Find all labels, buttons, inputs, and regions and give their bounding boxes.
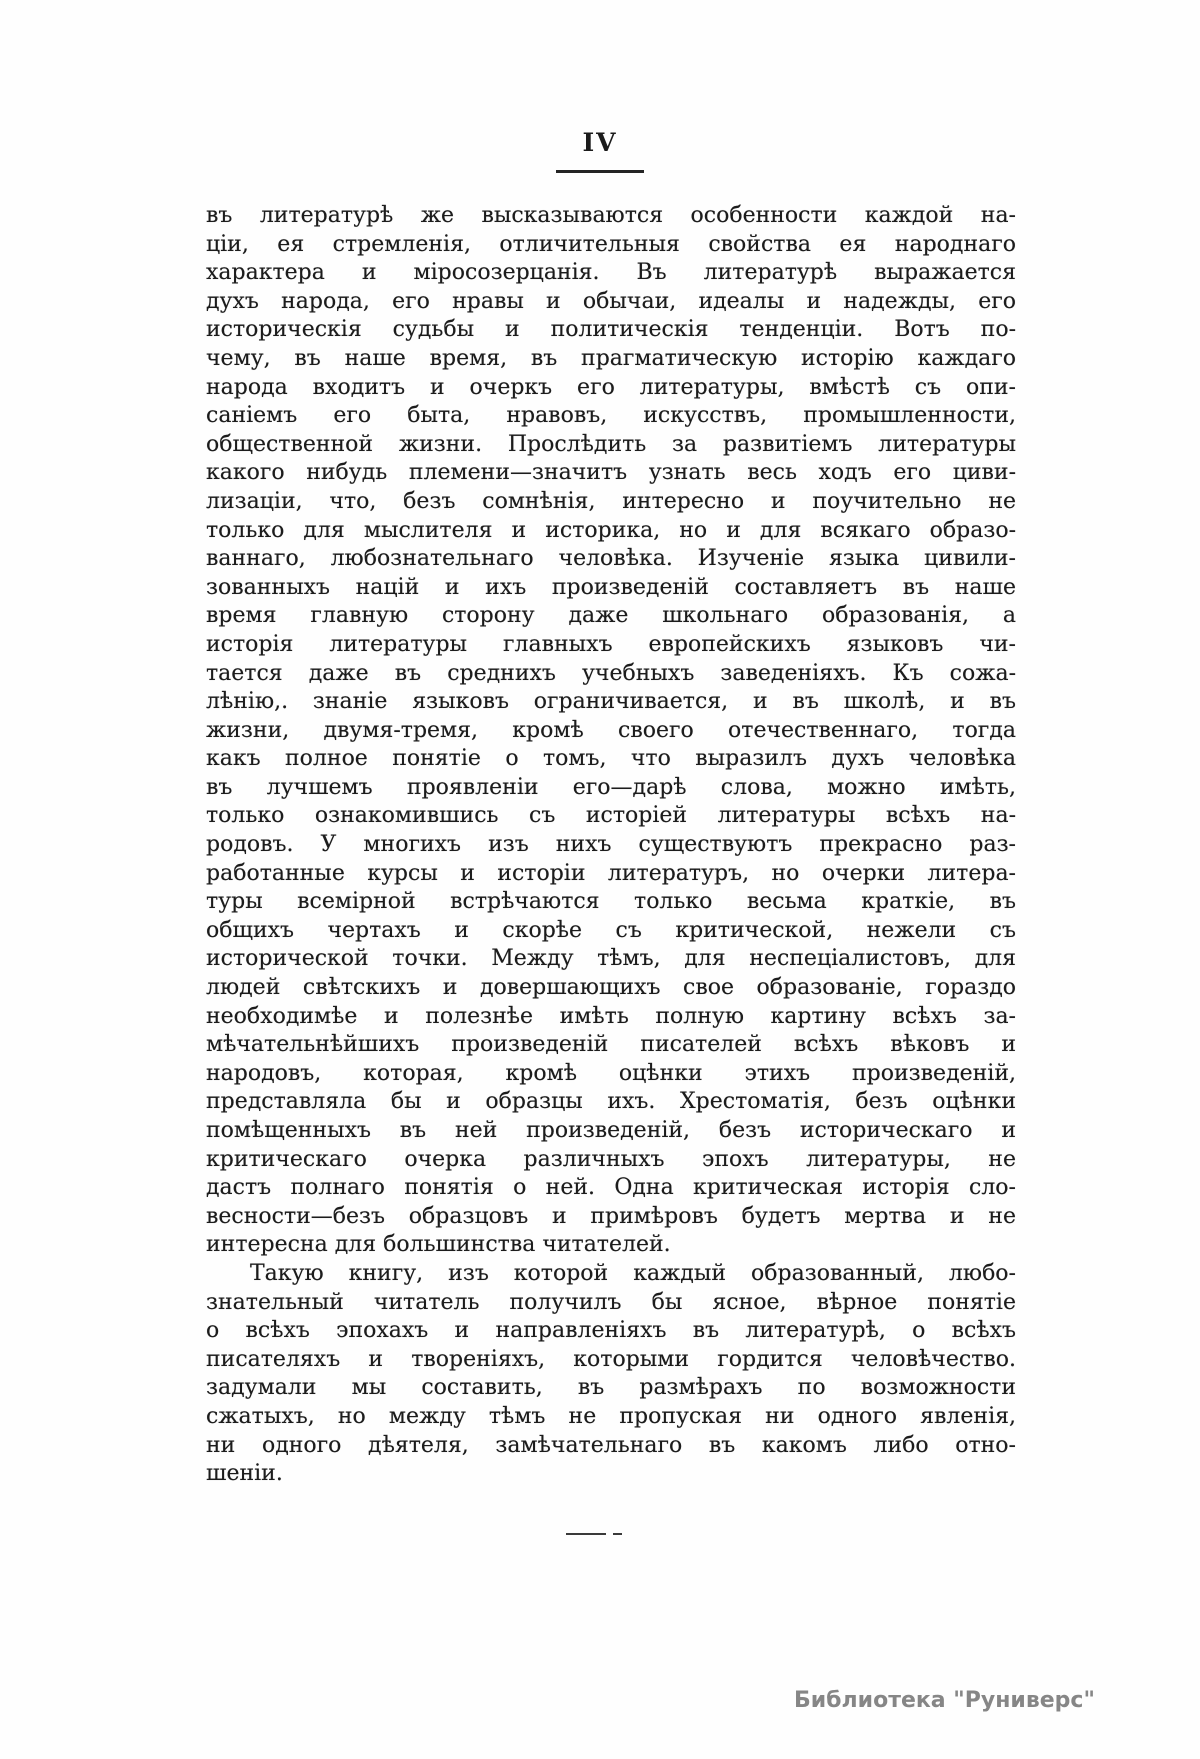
text-line: родовъ. У многихъ изъ нихъ существуютъ прекрасно раз- xyxy=(206,832,1016,858)
text-line: задумали мы составить, въ размѣрахъ по возможности xyxy=(206,1375,1016,1401)
end-divider xyxy=(566,1533,626,1535)
text-line: исторической точки. Между тѣмъ, для неспеціалистовъ, для xyxy=(206,946,1016,972)
text-line: народовъ, которая, кромѣ оцѣнки этихъ произведеній, xyxy=(206,1060,1016,1086)
text-line: духъ народа, его нравы и обычаи, идеалы и надежды, его xyxy=(206,288,1016,314)
text-line: общественной жизни. Прослѣдить за развитіемъ литературы xyxy=(206,431,1016,457)
body-text xyxy=(206,202,1016,1489)
text-line: только ознакомившись съ исторіей литературы всѣхъ на- xyxy=(206,803,1016,829)
text-line: только для мыслителя и историка, но и для всякаго образо- xyxy=(206,517,1016,543)
text-line: исторія литературы главныхъ европейскихъ языковъ чи- xyxy=(206,631,1016,657)
text-line: знательный читатель получилъ бы ясное, вѣрное понятіе xyxy=(206,1289,1016,1315)
text-line: лѣнію,. знаніе языковъ ограничивается, и въ школѣ, и въ xyxy=(206,689,1016,715)
text-line: о всѣхъ эпохахъ и направленіяхъ въ литературѣ, о всѣхъ xyxy=(206,1318,1016,1344)
text-line: мѣчательнѣйшихъ произведеній писателей всѣхъ вѣковъ и xyxy=(206,1032,1016,1058)
text-line: историческія судьбы и политическія тенденціи. Вотъ по- xyxy=(206,317,1016,343)
text-line: какого нибудь племени—значитъ узнать весь ходъ его циви- xyxy=(206,460,1016,486)
text-line: жизни, двумя-тремя, кромѣ своего отечественнаго, тогда xyxy=(206,717,1016,743)
text-line: весности—безъ образцовъ и примѣровъ будетъ мертва и не xyxy=(206,1203,1016,1229)
page-number: IV xyxy=(582,128,618,157)
text-line: интересна для большинства читателей. xyxy=(206,1232,671,1258)
text-line: общихъ чертахъ и скорѣе съ критической, нежели съ xyxy=(206,917,1016,943)
text-line: людей свѣтскихъ и довершающихъ свое образованіе, гораздо xyxy=(206,975,1016,1001)
text-line: тается даже въ среднихъ учебныхъ заведеніяхъ. Къ сожа- xyxy=(206,660,1016,686)
text-line: въ литературѣ же высказываются особенности каждой на- xyxy=(206,203,1016,228)
text-line: работанные курсы и исторіи литературъ, но очерки литера- xyxy=(206,860,1016,886)
text-line: чему, въ наше время, въ прагматическую исторію каждаго xyxy=(206,345,1016,371)
library-watermark: Библиотека "Руниверс" xyxy=(794,1688,1095,1713)
text-line: представляла бы и образцы ихъ. Хрестоматія, безъ оцѣнки xyxy=(206,1089,1016,1115)
text-line: туры всемірной встрѣчаются только весьма краткіе, въ xyxy=(206,889,1016,915)
text-line: ни одного дѣятеля, замѣчательнаго въ какомъ либо отно- xyxy=(206,1432,1016,1458)
text-line: лизаціи, что, безъ сомнѣнія, интересно и поучительно не xyxy=(206,488,1016,514)
text-line: сжатыхъ, но между тѣмъ не пропуская ни одного явленія, xyxy=(206,1403,1016,1429)
text-line: въ лучшемъ проявленіи его—дарѣ слова, можно имѣть, xyxy=(206,774,1016,800)
text-line: писателяхъ и твореніяхъ, которыми гордится человѣчество. xyxy=(206,1346,1016,1372)
text-line: дастъ полнаго понятія о ней. Одна критическая исторія сло- xyxy=(206,1175,1016,1201)
text-line: Такую книгу, изъ которой каждый образованный, любо- xyxy=(250,1260,1016,1286)
divider-dash-long xyxy=(566,1533,606,1535)
text-line: зованныхъ націй и ихъ произведеній составляетъ въ наше xyxy=(206,574,1016,600)
text-line: какъ полное понятіе о томъ, что выразилъ духъ человѣка xyxy=(206,746,1016,772)
text-line: критическаго очерка различныхъ эпохъ литературы, не xyxy=(206,1146,1016,1172)
text-line: время главную сторону даже школьнаго образованія, а xyxy=(206,603,1016,629)
text-line: ціи, ея стремленія, отличительныя свойства ея народнаго xyxy=(206,231,1016,257)
text-line: ваннаго, любознательнаго человѣка. Изученіе языка цивили- xyxy=(206,546,1016,572)
text-line: шеніи. xyxy=(206,1461,283,1487)
text-line: помѣщенныхъ въ ней произведеній, безъ историческаго и xyxy=(206,1118,1016,1143)
divider-dash-short xyxy=(613,1533,622,1535)
text-line: саніемъ его быта, нравовъ, искусствъ, промышленности, xyxy=(206,403,1016,429)
text-line: характера и міросозерцанія. Въ литературѣ выражается xyxy=(206,260,1016,286)
text-line: народа входитъ и очеркъ его литературы, вмѣстѣ съ опи- xyxy=(206,374,1016,400)
header-rule xyxy=(556,170,644,173)
text-line: необходимѣе и полезнѣе имѣть полную картину всѣхъ за- xyxy=(206,1003,1016,1029)
